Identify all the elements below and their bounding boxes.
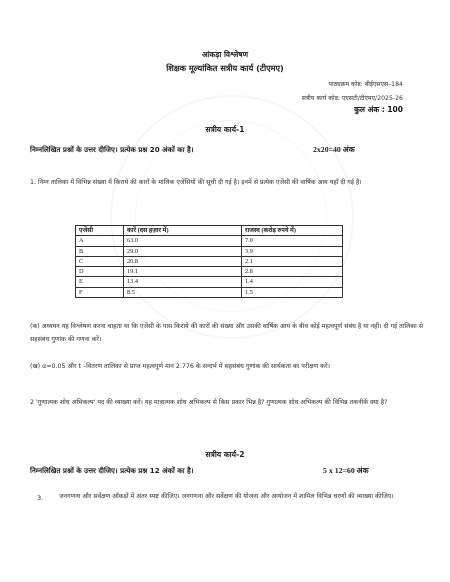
section2-heading: सत्रीय कार्य-2 [205, 450, 245, 459]
question2: 2 'गुणात्मक शोध अभिकल्प' पद की व्याख्या करें। यह मात्रात्मक शोध अभिकल्प से किस प्रकार भिन्न है? गुणात्मक शोध अभिकल्प की विभिन्न तकनीकें क्या है? [30, 399, 388, 406]
table-header-cell: राजस्व (करोड़ रुपये में) [242, 226, 343, 236]
section1-marks: 2x20=40 अंक [313, 145, 355, 154]
assignment-code: सत्रीय कार्य कोड: एएसटी/टीएमए/2025-26 [301, 95, 403, 102]
table-row [76, 277, 343, 287]
table-cell: 2.8 [242, 267, 343, 277]
section1-heading: सत्रीय कार्य-1 [205, 125, 245, 134]
table-cell: 7.0 [242, 236, 343, 246]
table-cell: 3.9 [242, 246, 343, 256]
table-row [76, 267, 343, 277]
question1-part-b: (ख) α=0.05 और t –वितरण तालिका से प्राप्त महत्वपूर्ण मान 2.776 के सन्दर्भ में सहसंबंध गुणांक की सार्थकता का परीक्षण करें। [30, 363, 330, 370]
assignment-title: शिक्षक मूल्यांकित सत्रीय कार्य (टीएमए) [166, 63, 284, 73]
table-cell: 8.5 [124, 287, 242, 297]
question3-number: 3. [37, 494, 44, 502]
table-row [76, 256, 343, 266]
table-cell: 13.4 [124, 277, 242, 287]
question1-part-a: (क) अध्ययन यह विश्लेषण करना चाहता था कि एजेंसी के पास किराये की कारों की संख्या और उसकी वार्षिक आय के बीच कोई महत्वपूर्ण संबंध है या नहीं। दी गई तालिका से सहसंबंध गुणांक की गणना करें। [30, 323, 423, 343]
table-cell: E [76, 277, 124, 287]
course-code: पाठ्यक्रम कोड: बीईएसएस–184 [328, 81, 403, 88]
table-header-cell: कारें (दस हज़ार में) [124, 226, 242, 236]
table-cell: B [76, 246, 124, 256]
table-row [76, 287, 343, 297]
question3: जनगणना और सर्वेक्षण आँकड़ों में अंतर स्पष्ट कीजिए। जनगणना और सर्वेक्षण की योजना और आयोजन में शामिल विभिन्न चरणों की व्याख्या कीजिए। [59, 493, 394, 500]
section1-instruction: निम्नलिखित प्रश्नों के उत्तर दीजिए। प्रत्येक प्रश्न 20 अंकों का है। [30, 145, 194, 154]
subject-title: आंकड़ा विश्लेषण [201, 50, 249, 59]
table-cell: 29.0 [124, 246, 242, 256]
table-row [76, 236, 343, 246]
table-cell: 20.8 [124, 256, 242, 266]
table-cell: C [76, 256, 124, 266]
table-cell: D [76, 267, 124, 277]
total-marks: कुल अंक : 100 [354, 105, 403, 114]
table-cell: 2.1 [242, 256, 343, 266]
agency-data-table [75, 225, 343, 298]
question1-intro: 1. निम्न तालिका में विभिन्न संख्या में किराये की कारों के मालिक एजेंसियों की सूची दी गई है। इनमें से प्रत्येक एजेंसी की वार्षिक आय यहाँ दी गई है। [30, 179, 362, 186]
table-cell: 63.0 [124, 236, 242, 246]
table-cell: 1.4 [242, 277, 343, 287]
table-cell: 1.5 [242, 287, 343, 297]
table-cell: F [76, 287, 124, 297]
table-cell: A [76, 236, 124, 246]
table-row [76, 246, 343, 256]
section2-instruction: निम्नलिखित प्रश्नों के उत्तर दीजिए। प्रत्येक प्रश्न 12 अंकों का है। [30, 466, 194, 475]
table-header-cell: एजेंसी [76, 226, 124, 236]
section2-marks: 5 x 12=60 अंक [323, 466, 369, 475]
table-cell: 19.1 [124, 267, 242, 277]
table-header-row [76, 226, 343, 236]
